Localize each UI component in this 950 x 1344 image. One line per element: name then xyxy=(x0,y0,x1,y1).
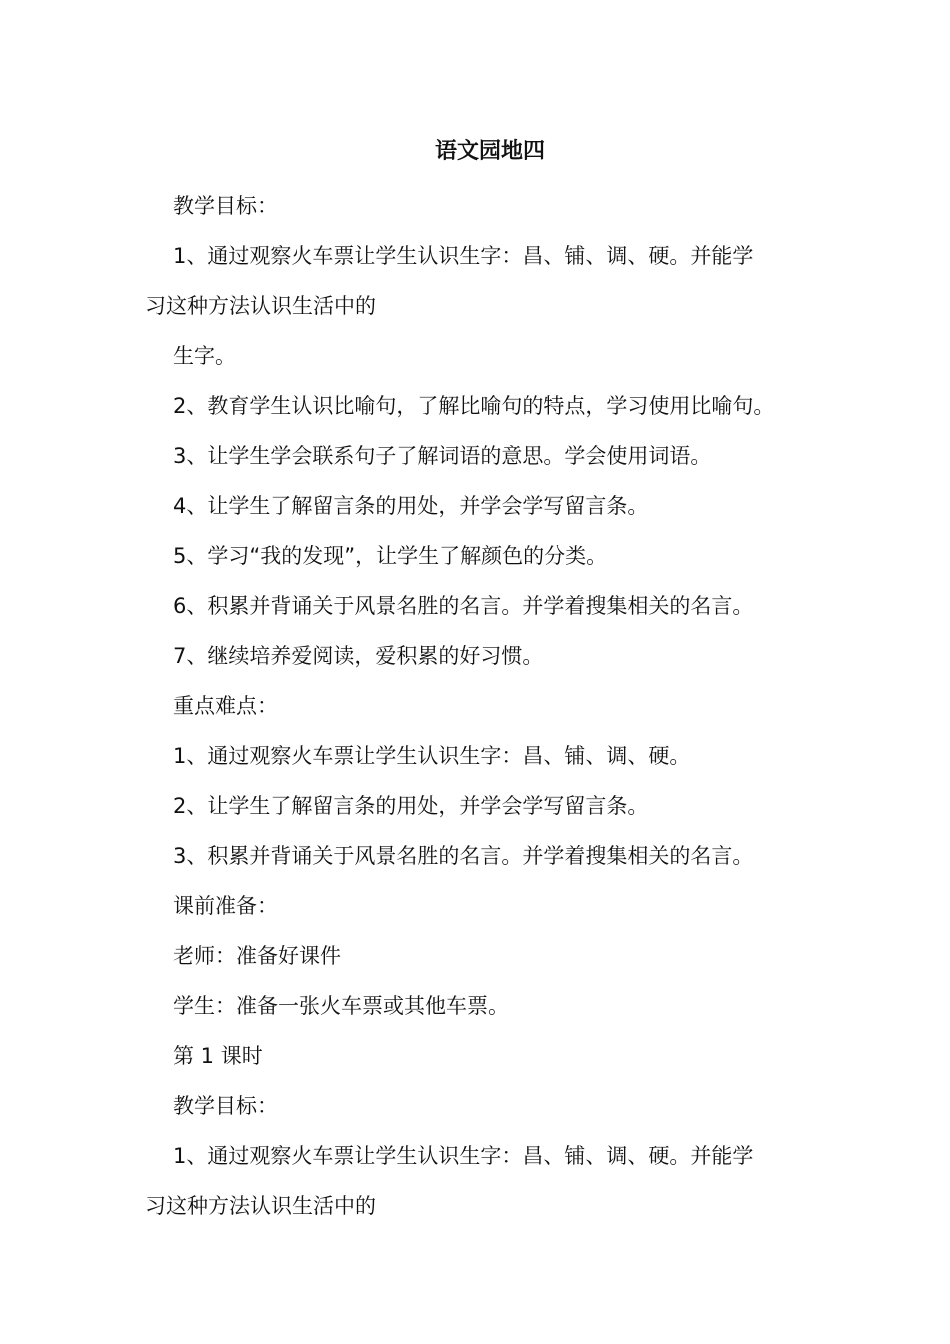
text-line: 学生：准备一张火车票或其他车票。 xyxy=(173,994,509,1018)
text-line: 老师：准备好课件 xyxy=(173,944,341,968)
text-line: 习这种方法认识生活中的 xyxy=(145,1194,376,1218)
document-body xyxy=(145,181,813,1231)
text-line: 教学目标： xyxy=(173,1094,278,1118)
text-line: 1、通过观察火车票让学生认识生字：昌、铺、调、硬。 xyxy=(173,744,691,768)
text-line: 5、学习“我的发现”，让学生了解颜色的分类。 xyxy=(173,544,608,568)
text-line: 教学目标： xyxy=(173,194,278,218)
text-line: 4、让学生了解留言条的用处，并学会学写留言条。 xyxy=(173,494,649,518)
text-line: 3、让学生学会联系句子了解词语的意思。学会使用词语。 xyxy=(173,444,712,468)
text-line: 1、通过观察火车票让学生认识生字：昌、铺、调、硬。并能学 xyxy=(173,1144,754,1168)
text-line: 第 1 课时 xyxy=(173,1044,263,1068)
text-line: 7、继续培养爱阅读，爱积累的好习惯。 xyxy=(173,644,544,668)
text-line: 习这种方法认识生活中的 xyxy=(145,294,376,318)
document-title: 语文园地四 xyxy=(434,139,545,164)
text-line: 课前准备： xyxy=(173,894,278,918)
text-line: 6、积累并背诵关于风景名胜的名言。并学着搜集相关的名言。 xyxy=(173,594,754,618)
text-line: 2、让学生了解留言条的用处，并学会学写留言条。 xyxy=(173,794,649,818)
text-line: 生字。 xyxy=(173,344,236,368)
text-line: 2、教育学生认识比喻句，了解比喻句的特点，学习使用比喻句。 xyxy=(173,394,775,418)
text-line: 3、积累并背诵关于风景名胜的名言。并学着搜集相关的名言。 xyxy=(173,844,754,868)
text-line: 重点难点： xyxy=(173,694,278,718)
text-line: 1、通过观察火车票让学生认识生字：昌、铺、调、硬。并能学 xyxy=(173,244,754,268)
